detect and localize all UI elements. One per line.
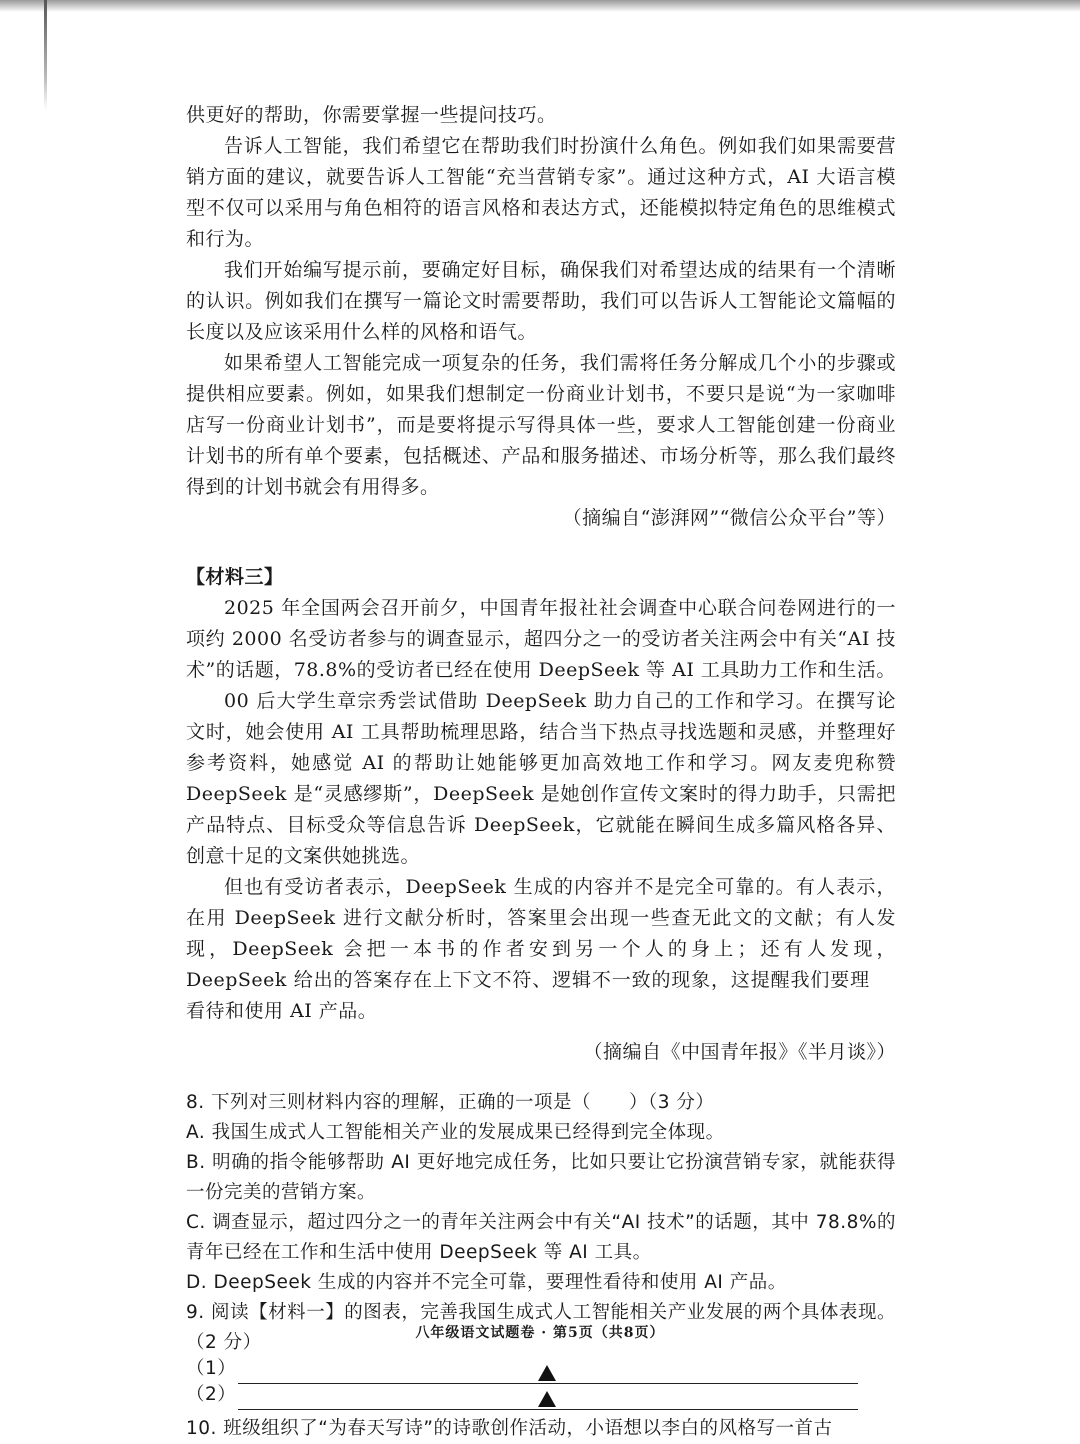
question-8-stem: 8. 下列对三则材料内容的理解，正确的一项是（ ）（3 分） bbox=[186, 1092, 715, 1113]
paragraph: 我们开始编写提示前，要确定好目标，确保我们对希望达成的结果有一个清晰的认识。例如我们在撰写一篇论文时需要帮助，我们可以告诉人工智能论文篇幅的长度以及应该采用什么样的风格和语气。 bbox=[186, 259, 896, 343]
option-a: A. 我国生成式人工智能相关产业的发展成果已经得到完全体现。 bbox=[186, 1122, 725, 1143]
paragraph: 2025 年全国两会召开前夕，中国青年报社社会调查中心联合问卷网进行的一项约 2000 名受访者参与的调查显示，超四分之一的受访者关注两会中有关“AI 技术”的话题，78.8%的受访者已经在使用 DeepSeek 等 AI 工具助力工作和生活。 bbox=[186, 597, 896, 681]
question-10-stem: 10. 班级组织了“为春天写诗”的诗歌创作活动，小语想以李白的风格写一首古 bbox=[186, 1418, 833, 1439]
triangle-icon bbox=[538, 1365, 556, 1381]
answer-label: （1） bbox=[186, 1358, 237, 1379]
answer-blank[interactable] bbox=[238, 1391, 858, 1410]
answer-blank[interactable] bbox=[238, 1365, 858, 1384]
questions-block bbox=[186, 1088, 896, 1444]
answer-line-2 bbox=[186, 1384, 896, 1410]
scan-shadow-left bbox=[44, 0, 47, 110]
triangle-icon bbox=[538, 1391, 556, 1407]
option-d: D. DeepSeek 生成的内容并不完全可靠，要理性看待和使用 AI 产品。 bbox=[186, 1272, 787, 1293]
answer-label: （2） bbox=[186, 1384, 237, 1405]
page-footer: 八年级语文试题卷 · 第5页（共8页） bbox=[415, 1325, 665, 1341]
option-c: C. 调查显示，超过四分之一的青年关注两会中有关“AI 技术”的话题，其中 78.8%的青年已经在工作和生活中使用 DeepSeek 等 AI 工具。 bbox=[186, 1212, 896, 1263]
section-title: 【材料三】 bbox=[186, 566, 284, 588]
scan-shadow-top bbox=[0, 0, 1080, 12]
question-9-stem: 9. 阅读【材料一】的图表，完善我国生成式人工智能相关产业发展的两个具体表现。（2 分） bbox=[186, 1302, 896, 1353]
source-citation: （摘编自《中国青年报》《半月谈》） bbox=[583, 1041, 896, 1063]
exam-page-content bbox=[186, 100, 896, 1444]
paragraph: 告诉人工智能，我们希望它在帮助我们时扮演什么角色。例如我们如果需要营销方面的建议，就要告诉人工智能“充当营销专家”。通过这种方式，AI 大语言模型不仅可以采用与角色相符的语言风格和表达方式，还能模拟特定角色的思维模式和行为。 bbox=[186, 135, 896, 250]
paragraph-text: 但也有受访者表示，DeepSeek 生成的内容并不是完全可靠的。有人表示，在用 DeepSeek 进行文献分析时，答案里会出现一些查无此文的文献；有人发现，DeepSeek 会把一本书的作者安到另一个人的身上；还有人发现，DeepSeek 给出的答案存在上下文不符、逻辑不一致的现象，这提醒我们要理 bbox=[186, 876, 896, 991]
source-citation: （摘编自“澎湃网”“微信公众平台”等） bbox=[562, 507, 896, 529]
paragraph-text-end: 看待和使用 AI 产品。 bbox=[186, 1000, 378, 1022]
paragraph: 如果希望人工智能完成一项复杂的任务，我们需将任务分解成几个小的步骤或提供相应要素。例如，如果我们想制定一份商业计划书，不要只是说“为一家咖啡店写一份商业计划书”，而是要将提示写得具体一些，要求人工智能创建一份商业计划书的所有单个要素，包括概述、产品和服务描述、市场分析等，那么我们最终得到的计划书就会有用得多。 bbox=[186, 352, 896, 498]
paragraph: 00 后大学生章宗秀尝试借助 DeepSeek 助力自己的工作和学习。在撰写论文时，她会使用 AI 工具帮助梳理思路，结合当下热点寻找选题和灵感，并整理好参考资料，她感觉 AI 的帮助让她能够更加高效地工作和学习。网友麦兜称赞 DeepSeek 是“灵感缪斯”，DeepSeek 是她创作宣传文案时的得力助手，只需把产品特点、目标受众等信息告诉 DeepSeek，它就能在瞬间生成多篇风格各异、创意十足的文案供她挑选。 bbox=[186, 690, 896, 867]
paragraph bbox=[186, 872, 896, 1027]
answer-line-1 bbox=[186, 1358, 896, 1384]
paragraph: 供更好的帮助，你需要掌握一些提问技巧。 bbox=[186, 104, 557, 126]
option-b: B. 明确的指令能够帮助 AI 更好地完成任务，比如只要让它扮演营销专家，就能获得一份完美的营销方案。 bbox=[186, 1152, 896, 1203]
